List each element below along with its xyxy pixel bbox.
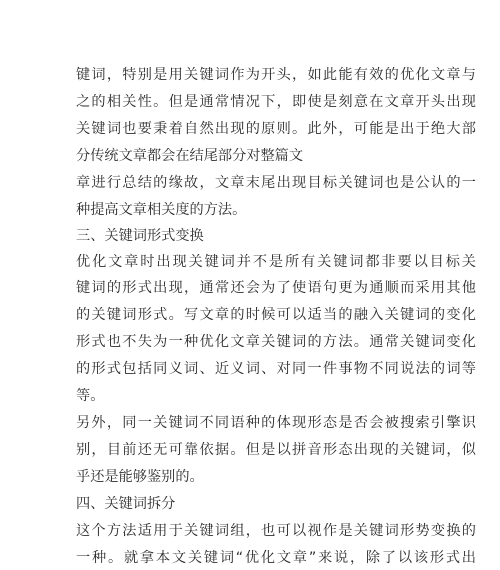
text-line: 键词，特别是用关键词作为开头，如此能有效的优化文章与: [76, 67, 476, 83]
text-line: 的关键词形式。写文章的时候可以适当的融入关键词的变化: [76, 307, 476, 323]
text-line: 另外，同一关键词不同语种的体现形态是否会被搜索引擎识: [76, 415, 476, 431]
text-line: 种提高文章相关度的方法。: [76, 202, 247, 218]
text-line: 章进行总结的缘故，文章末尾出现目标关键词也是公认的一: [76, 175, 476, 191]
text-line: 形式也不失为一种优化文章关键词的方法。通常关键词变化: [76, 334, 476, 350]
section-heading: 四、关键词拆分: [76, 496, 176, 512]
section-heading: 三、关键词形式变换: [76, 228, 204, 244]
text-line: 乎还是能够鉴别的。: [76, 469, 204, 485]
text-line: 的形式包括同义词、近义词、对同一件事物不同说法的词等: [76, 361, 476, 377]
text-line: 优化文章时出现关键词并不是所有关键词都非要以目标关: [76, 254, 476, 270]
text-line: 这个方法适用于关键词组，也可以视作是关键词形势变换的: [76, 523, 476, 539]
text-line: 之的相关性。但是通常情况下，即使是刻意在文章开头出现: [76, 94, 476, 110]
text-line: 等。: [76, 388, 105, 404]
text-line: 别，目前还无可靠依据。但是以拼音形态出现的关键词，似: [76, 442, 476, 458]
text-line: 一种。就拿本文关键词“优化文章”来说，除了以该形式出: [76, 550, 476, 566]
text-line: 分传统文章都会在结尾部分对整篇文: [76, 148, 304, 164]
text-line: 关键词也要秉着自然出现的原则。此外，可能是出于绝大部: [76, 121, 476, 137]
text-line: 键词的形式出现，通常还会为了使语句更为通顺而采用其他: [76, 280, 476, 296]
